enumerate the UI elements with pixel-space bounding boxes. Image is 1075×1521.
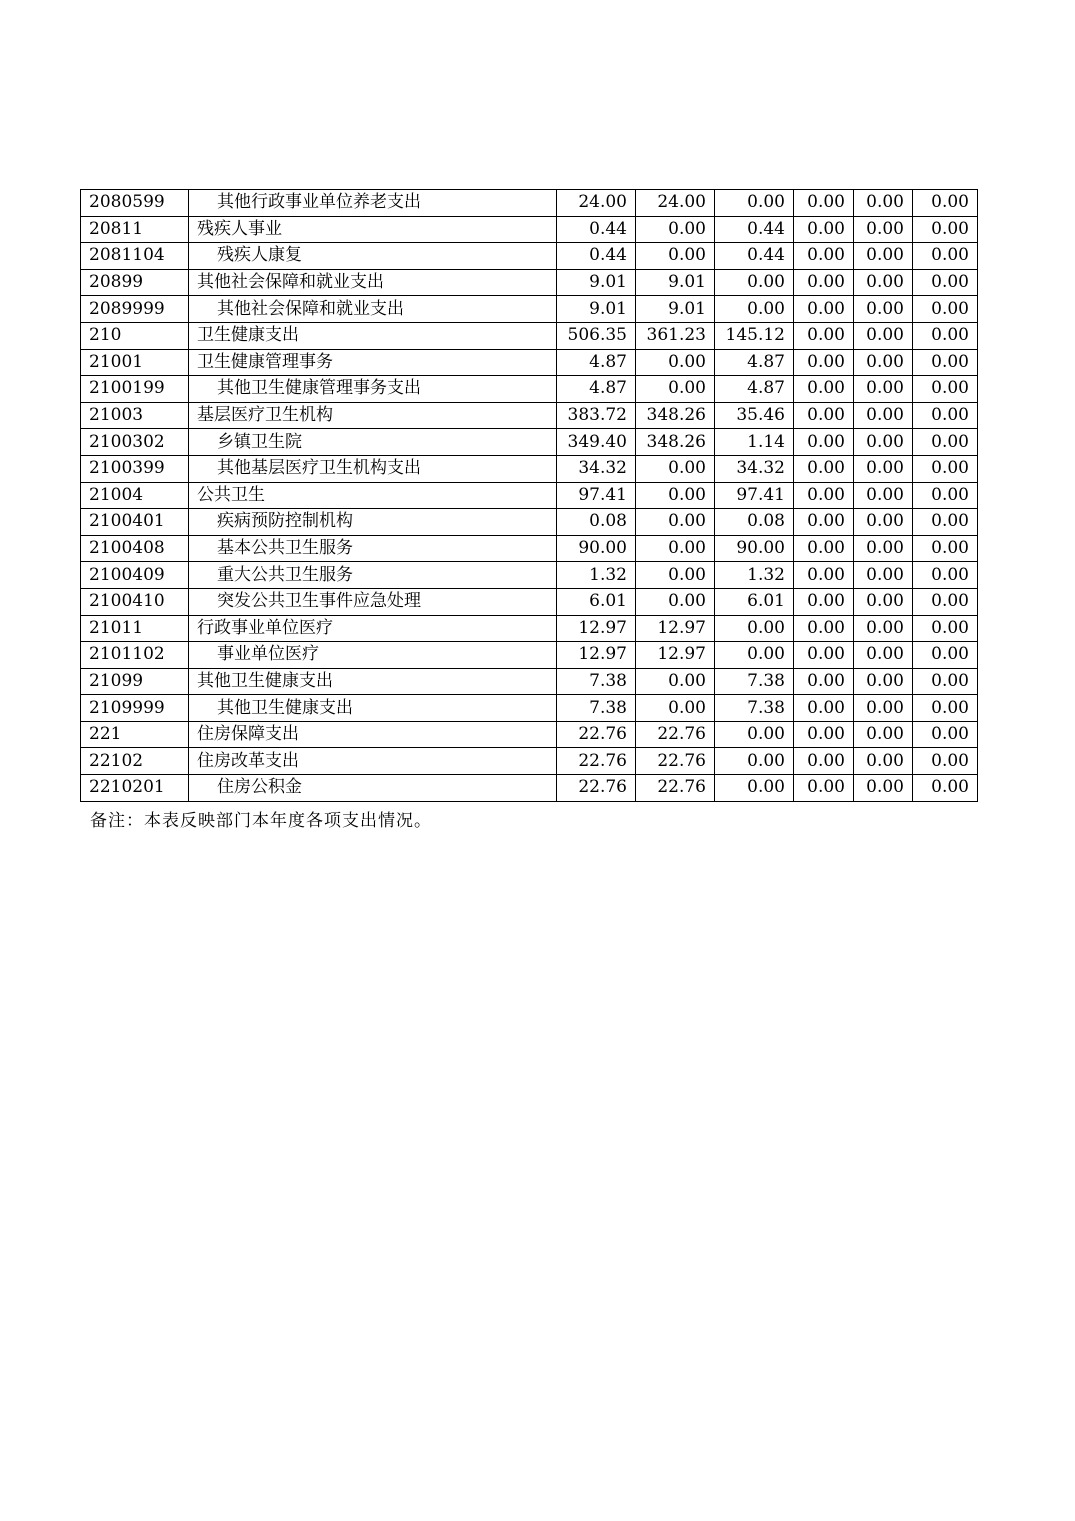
table-row — [81, 322, 978, 349]
subject-code-cell: 20811 — [81, 216, 189, 243]
amount-cell: 0.00 — [794, 775, 854, 802]
amount-cell: 4.87 — [557, 376, 636, 403]
amount-cell: 0.00 — [854, 349, 913, 376]
amount-cell: 0.00 — [636, 562, 715, 589]
amount-cell: 0.00 — [636, 349, 715, 376]
amount-cell: 0.08 — [557, 509, 636, 536]
table-row — [81, 482, 978, 509]
amount-cell: 145.12 — [715, 322, 794, 349]
table-row — [81, 615, 978, 642]
amount-cell: 0.00 — [794, 269, 854, 296]
amount-cell: 0.00 — [854, 615, 913, 642]
subject-code-cell: 2100399 — [81, 455, 189, 482]
amount-cell: 0.00 — [913, 535, 978, 562]
amount-cell: 0.00 — [854, 588, 913, 615]
subject-name-cell: 其他行政事业单位养老支出 — [189, 190, 557, 217]
amount-cell: 0.00 — [854, 695, 913, 722]
amount-cell: 6.01 — [557, 588, 636, 615]
subject-code-cell: 2081104 — [81, 243, 189, 270]
amount-cell: 0.00 — [636, 455, 715, 482]
amount-cell: 90.00 — [715, 535, 794, 562]
amount-cell: 0.00 — [854, 216, 913, 243]
subject-code-cell: 20899 — [81, 269, 189, 296]
amount-cell: 24.00 — [636, 190, 715, 217]
subject-name-cell: 疾病预防控制机构 — [189, 509, 557, 536]
amount-cell: 0.00 — [636, 509, 715, 536]
subject-name-cell: 基本公共卫生服务 — [189, 535, 557, 562]
amount-cell: 0.00 — [794, 243, 854, 270]
subject-code-cell: 221 — [81, 721, 189, 748]
amount-cell: 0.00 — [794, 642, 854, 669]
amount-cell: 0.00 — [636, 376, 715, 403]
amount-cell: 0.00 — [794, 190, 854, 217]
amount-cell: 0.00 — [913, 269, 978, 296]
subject-name-cell: 其他社会保障和就业支出 — [189, 269, 557, 296]
expenditure-table — [80, 189, 978, 802]
subject-code-cell: 2210201 — [81, 775, 189, 802]
amount-cell: 0.00 — [794, 216, 854, 243]
amount-cell: 0.00 — [715, 775, 794, 802]
subject-name-cell: 其他卫生健康支出 — [189, 668, 557, 695]
amount-cell: 0.00 — [794, 668, 854, 695]
amount-cell: 0.00 — [636, 535, 715, 562]
amount-cell: 0.00 — [854, 642, 913, 669]
amount-cell: 4.87 — [557, 349, 636, 376]
amount-cell: 0.00 — [794, 748, 854, 775]
amount-cell: 0.00 — [794, 322, 854, 349]
amount-cell: 0.00 — [715, 190, 794, 217]
amount-cell: 0.00 — [854, 429, 913, 456]
amount-cell: 0.00 — [913, 695, 978, 722]
amount-cell: 0.00 — [636, 216, 715, 243]
amount-cell: 0.00 — [794, 562, 854, 589]
amount-cell: 4.87 — [715, 349, 794, 376]
subject-code-cell: 2100409 — [81, 562, 189, 589]
subject-name-cell: 公共卫生 — [189, 482, 557, 509]
table-row — [81, 721, 978, 748]
subject-code-cell: 21001 — [81, 349, 189, 376]
amount-cell: 0.00 — [854, 243, 913, 270]
table-row — [81, 535, 978, 562]
amount-cell: 12.97 — [557, 642, 636, 669]
amount-cell: 506.35 — [557, 322, 636, 349]
subject-code-cell: 21004 — [81, 482, 189, 509]
table-row — [81, 349, 978, 376]
amount-cell: 0.00 — [794, 455, 854, 482]
amount-cell: 348.26 — [636, 402, 715, 429]
amount-cell: 0.00 — [854, 509, 913, 536]
subject-name-cell: 突发公共卫生事件应急处理 — [189, 588, 557, 615]
amount-cell: 0.00 — [794, 349, 854, 376]
subject-name-cell: 重大公共卫生服务 — [189, 562, 557, 589]
amount-cell: 97.41 — [557, 482, 636, 509]
amount-cell: 7.38 — [715, 695, 794, 722]
subject-code-cell: 2100401 — [81, 509, 189, 536]
amount-cell: 0.00 — [636, 668, 715, 695]
amount-cell: 0.00 — [854, 535, 913, 562]
amount-cell: 7.38 — [715, 668, 794, 695]
amount-cell: 0.00 — [794, 296, 854, 323]
amount-cell: 6.01 — [715, 588, 794, 615]
amount-cell: 24.00 — [557, 190, 636, 217]
subject-code-cell: 2100302 — [81, 429, 189, 456]
table-row — [81, 402, 978, 429]
amount-cell: 0.00 — [913, 429, 978, 456]
amount-cell: 0.00 — [636, 588, 715, 615]
subject-name-cell: 行政事业单位医疗 — [189, 615, 557, 642]
table-row — [81, 509, 978, 536]
subject-code-cell: 21003 — [81, 402, 189, 429]
amount-cell: 0.00 — [794, 509, 854, 536]
amount-cell: 0.00 — [913, 243, 978, 270]
subject-name-cell: 残疾人事业 — [189, 216, 557, 243]
subject-code-cell: 22102 — [81, 748, 189, 775]
amount-cell: 0.00 — [913, 588, 978, 615]
amount-cell: 0.00 — [854, 721, 913, 748]
amount-cell: 0.00 — [913, 748, 978, 775]
amount-cell: 0.00 — [794, 535, 854, 562]
amount-cell: 0.00 — [913, 216, 978, 243]
table-note: 备注：本表反映部门本年度各项支出情况。 — [90, 811, 432, 831]
subject-name-cell: 卫生健康支出 — [189, 322, 557, 349]
table-row — [81, 296, 978, 323]
amount-cell: 0.00 — [794, 721, 854, 748]
amount-cell: 0.00 — [913, 721, 978, 748]
amount-cell: 12.97 — [636, 642, 715, 669]
amount-cell: 12.97 — [636, 615, 715, 642]
amount-cell: 34.32 — [715, 455, 794, 482]
amount-cell: 0.00 — [913, 190, 978, 217]
subject-code-cell: 2100408 — [81, 535, 189, 562]
table-row — [81, 748, 978, 775]
amount-cell: 0.00 — [715, 721, 794, 748]
amount-cell: 9.01 — [636, 296, 715, 323]
amount-cell: 0.00 — [794, 402, 854, 429]
amount-cell: 0.00 — [913, 615, 978, 642]
subject-name-cell: 其他卫生健康管理事务支出 — [189, 376, 557, 403]
amount-cell: 0.00 — [913, 775, 978, 802]
subject-code-cell: 21011 — [81, 615, 189, 642]
table-row — [81, 668, 978, 695]
table-row — [81, 190, 978, 217]
amount-cell: 0.00 — [715, 296, 794, 323]
subject-name-cell: 住房公积金 — [189, 775, 557, 802]
amount-cell: 0.00 — [794, 429, 854, 456]
amount-cell: 349.40 — [557, 429, 636, 456]
amount-cell: 0.00 — [854, 668, 913, 695]
subject-name-cell: 其他基层医疗卫生机构支出 — [189, 455, 557, 482]
amount-cell: 7.38 — [557, 668, 636, 695]
amount-cell: 7.38 — [557, 695, 636, 722]
table-row — [81, 695, 978, 722]
amount-cell: 0.00 — [794, 482, 854, 509]
amount-cell: 22.76 — [636, 775, 715, 802]
amount-cell: 0.00 — [854, 482, 913, 509]
amount-cell: 0.00 — [913, 402, 978, 429]
amount-cell: 0.00 — [794, 376, 854, 403]
amount-cell: 0.00 — [794, 588, 854, 615]
amount-cell: 22.76 — [557, 748, 636, 775]
amount-cell: 0.00 — [913, 455, 978, 482]
table-row — [81, 562, 978, 589]
subject-code-cell: 210 — [81, 322, 189, 349]
table-row — [81, 455, 978, 482]
subject-name-cell: 卫生健康管理事务 — [189, 349, 557, 376]
subject-name-cell: 残疾人康复 — [189, 243, 557, 270]
table-row — [81, 429, 978, 456]
amount-cell: 0.00 — [636, 695, 715, 722]
amount-cell: 4.87 — [715, 376, 794, 403]
amount-cell: 0.00 — [636, 482, 715, 509]
amount-cell: 90.00 — [557, 535, 636, 562]
amount-cell: 0.00 — [913, 349, 978, 376]
amount-cell: 22.76 — [557, 775, 636, 802]
amount-cell: 0.44 — [715, 216, 794, 243]
table-row — [81, 269, 978, 296]
amount-cell: 0.44 — [715, 243, 794, 270]
amount-cell: 0.00 — [715, 642, 794, 669]
amount-cell: 0.00 — [913, 668, 978, 695]
amount-cell: 0.44 — [557, 216, 636, 243]
table-row — [81, 642, 978, 669]
amount-cell: 1.32 — [557, 562, 636, 589]
subject-name-cell: 住房改革支出 — [189, 748, 557, 775]
amount-cell: 0.00 — [715, 615, 794, 642]
amount-cell: 9.01 — [636, 269, 715, 296]
amount-cell: 12.97 — [557, 615, 636, 642]
amount-cell: 0.00 — [913, 296, 978, 323]
table-row — [81, 588, 978, 615]
amount-cell: 383.72 — [557, 402, 636, 429]
subject-code-cell: 2089999 — [81, 296, 189, 323]
amount-cell: 0.00 — [913, 482, 978, 509]
amount-cell: 22.76 — [636, 748, 715, 775]
amount-cell: 1.32 — [715, 562, 794, 589]
subject-name-cell: 住房保障支出 — [189, 721, 557, 748]
amount-cell: 361.23 — [636, 322, 715, 349]
amount-cell: 0.00 — [854, 748, 913, 775]
amount-cell: 9.01 — [557, 296, 636, 323]
amount-cell: 348.26 — [636, 429, 715, 456]
subject-name-cell: 基层医疗卫生机构 — [189, 402, 557, 429]
amount-cell: 0.00 — [854, 775, 913, 802]
subject-code-cell: 2100199 — [81, 376, 189, 403]
subject-name-cell: 事业单位医疗 — [189, 642, 557, 669]
amount-cell: 0.44 — [557, 243, 636, 270]
subject-name-cell: 其他卫生健康支出 — [189, 695, 557, 722]
amount-cell: 0.00 — [913, 562, 978, 589]
subject-code-cell: 2080599 — [81, 190, 189, 217]
amount-cell: 97.41 — [715, 482, 794, 509]
amount-cell: 0.00 — [854, 269, 913, 296]
amount-cell: 0.00 — [913, 322, 978, 349]
amount-cell: 0.00 — [913, 642, 978, 669]
amount-cell: 0.00 — [854, 455, 913, 482]
amount-cell: 0.00 — [854, 402, 913, 429]
amount-cell: 0.08 — [715, 509, 794, 536]
subject-code-cell: 2109999 — [81, 695, 189, 722]
amount-cell: 0.00 — [854, 562, 913, 589]
amount-cell: 0.00 — [715, 748, 794, 775]
amount-cell: 0.00 — [794, 695, 854, 722]
amount-cell: 0.00 — [794, 615, 854, 642]
amount-cell: 22.76 — [557, 721, 636, 748]
amount-cell: 34.32 — [557, 455, 636, 482]
subject-code-cell: 2101102 — [81, 642, 189, 669]
table-row — [81, 376, 978, 403]
subject-name-cell: 其他社会保障和就业支出 — [189, 296, 557, 323]
amount-cell: 22.76 — [636, 721, 715, 748]
amount-cell: 0.00 — [913, 509, 978, 536]
table-row — [81, 775, 978, 802]
amount-cell: 0.00 — [854, 376, 913, 403]
table-row — [81, 216, 978, 243]
amount-cell: 0.00 — [913, 376, 978, 403]
amount-cell: 0.00 — [636, 243, 715, 270]
subject-name-cell: 乡镇卫生院 — [189, 429, 557, 456]
table-body — [81, 190, 978, 802]
amount-cell: 0.00 — [854, 190, 913, 217]
amount-cell: 0.00 — [854, 296, 913, 323]
amount-cell: 0.00 — [715, 269, 794, 296]
subject-code-cell: 2100410 — [81, 588, 189, 615]
table-row — [81, 243, 978, 270]
subject-code-cell: 21099 — [81, 668, 189, 695]
amount-cell: 0.00 — [854, 322, 913, 349]
amount-cell: 9.01 — [557, 269, 636, 296]
amount-cell: 1.14 — [715, 429, 794, 456]
amount-cell: 35.46 — [715, 402, 794, 429]
